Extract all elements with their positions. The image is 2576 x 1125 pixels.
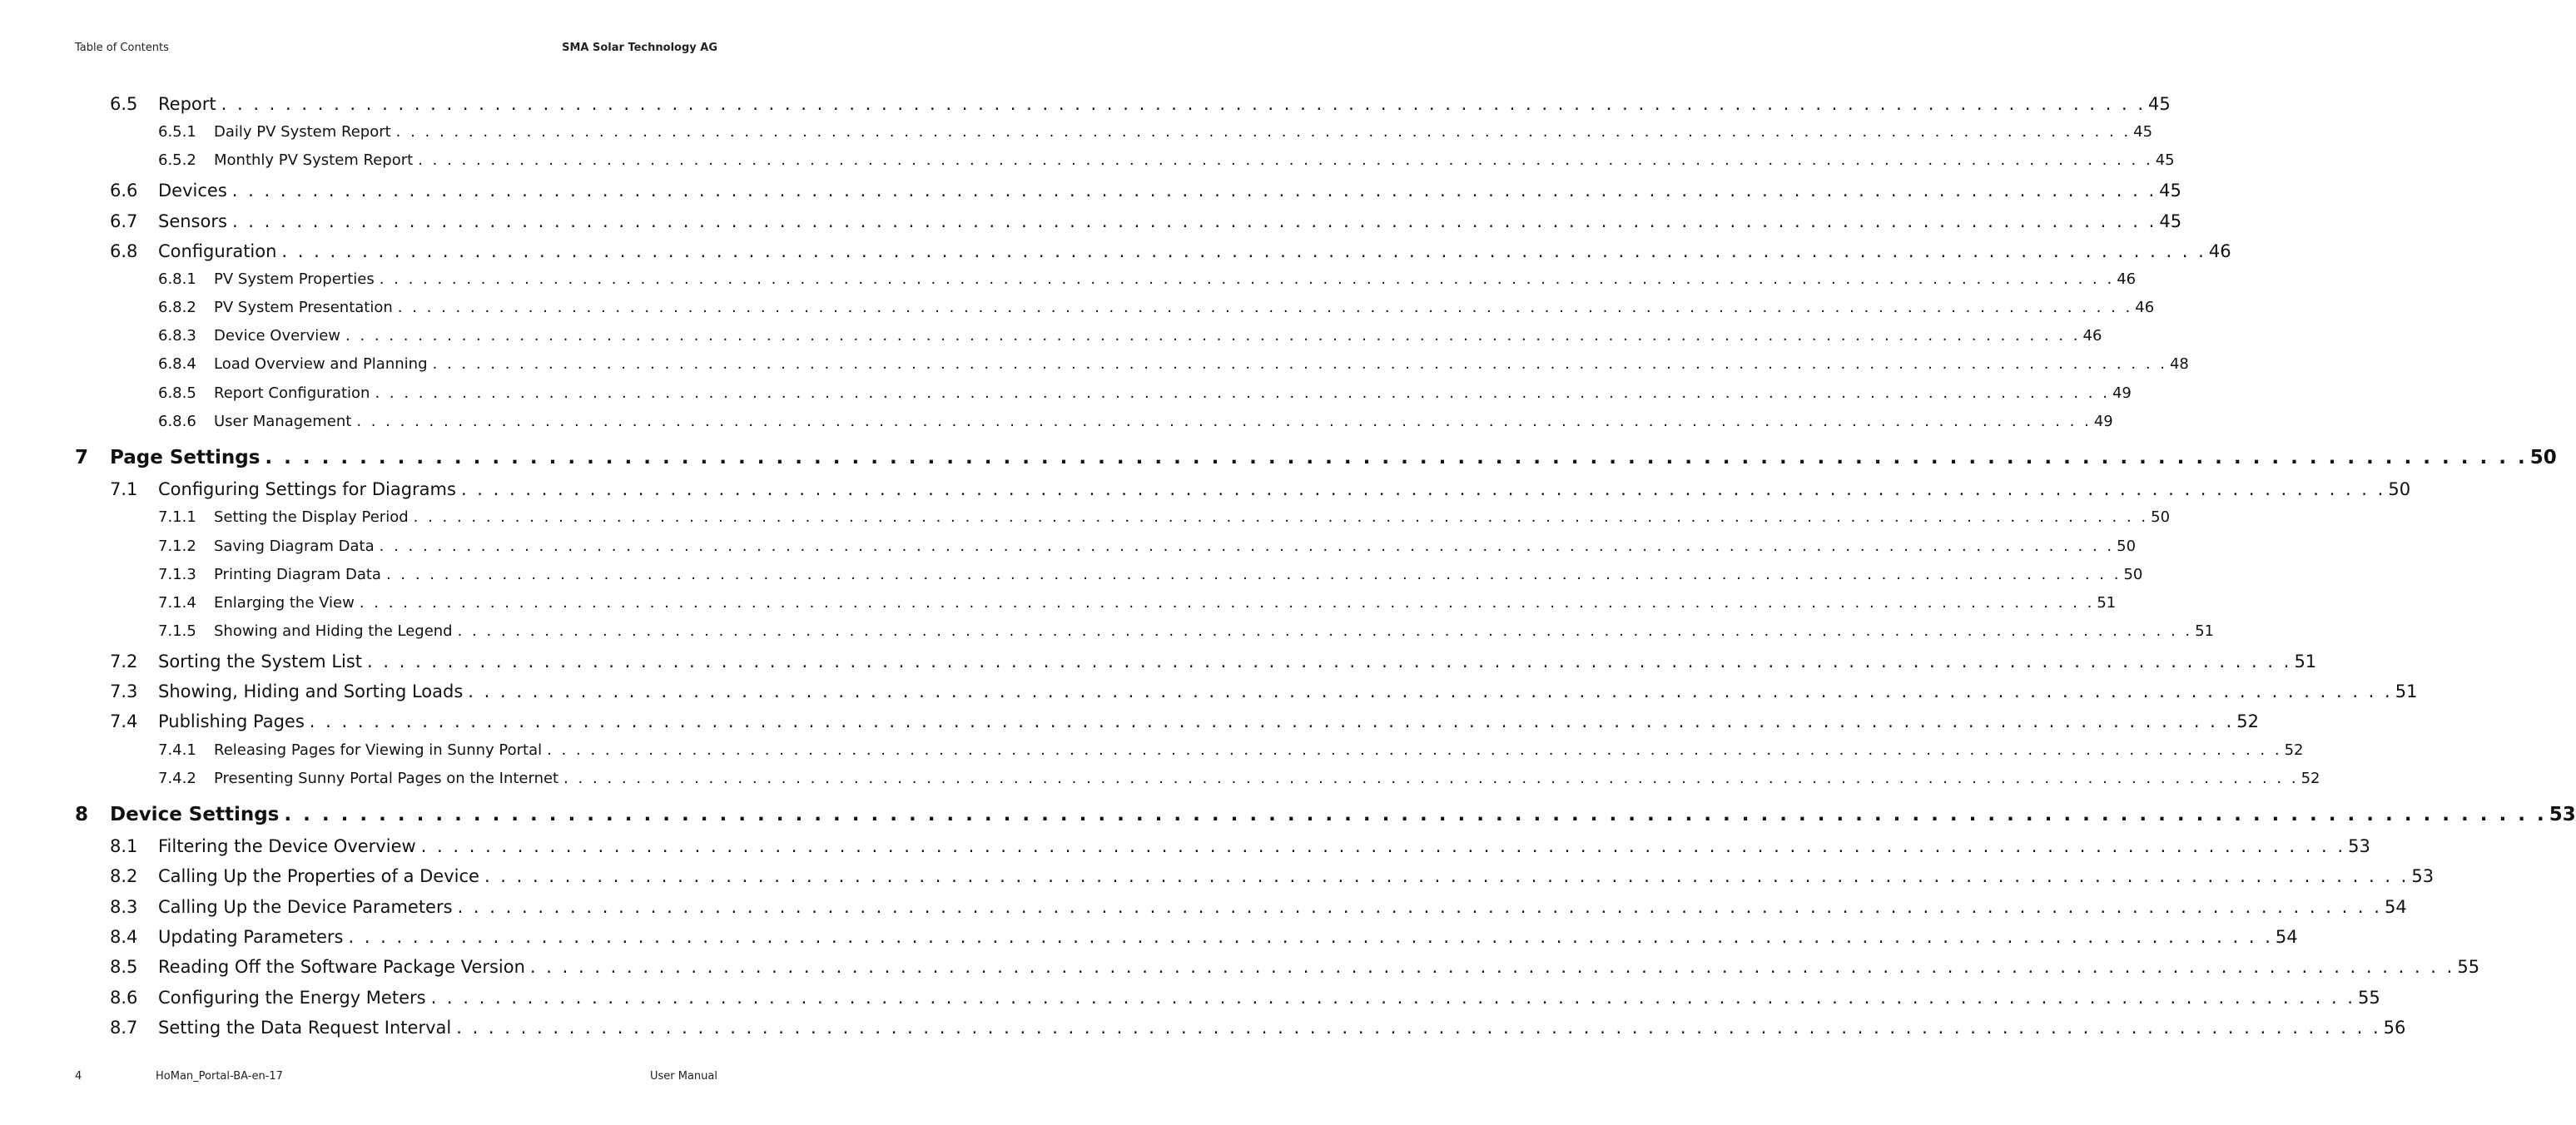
toc-entry[interactable] [110,479,2411,499]
toc-entry-page: 51 [2097,594,2117,612]
toc-entry-number: 7.3 [110,681,138,701]
toc-entry[interactable] [110,866,2435,886]
toc-entry[interactable] [110,652,2317,672]
toc-entry[interactable] [110,241,2231,261]
toc-leader-dots: . . . . . . . . . . . . . . . . . . . . . . . . . . . . . . . . . . . . . . . . . . . . . . . . . . . . . . . . . . . . . . . . . . . . . . . . . . . . . . . . . . . . . . . . . . . . . . . . . . . . . . . . . . . . . . . . . . . . . . . . [379,270,2115,288]
toc-entry-number: 7 [75,447,89,468]
toc-entry[interactable] [158,299,2155,316]
toc-leader-dots: . . . . . . . . . . . . . . . . . . . . . . . . . . . . . . . . . . . . . . . . . . . . . . . . . . . . . . . . . . . . . . . . . . . . . . . . . . . . . . . . . . . . . . . . . . . . . . . . . . . . . . . . . . . . . . . . . . . . . . . . [413,508,2149,526]
toc-entry[interactable] [110,711,2259,731]
toc-entry-number: 8.3 [110,897,138,917]
toc-entry[interactable] [158,413,2113,430]
toc-entry-number: 8.5 [110,957,138,977]
toc-leader-dots: . . . . . . . . . . . . . . . . . . . . . . . . . . . . . . . . . . . . . . . . . . . . . . . . . . . . . . . . . . . . . . . . . . . . . . . . . . . . . . . . . . . . . . . . . . . . . . . . . . . . . . . . . . . . . . . . . . . . . . . . [359,594,2095,612]
toc-entry-number: 8.4 [110,927,138,947]
toc-entry[interactable] [110,897,2407,917]
toc-entry[interactable] [110,957,2480,977]
footer-document-id: HoMan_Portal-BA-en-17 [156,1070,283,1083]
toc-entry-title: Publishing Pages [158,711,305,731]
toc-entry-number: 6.5.2 [158,151,196,169]
toc-entry-number: 6.8.3 [158,327,196,344]
toc-entry-title: Reading Off the Software Package Version [158,957,525,977]
toc-entry-title: Devices [158,181,227,201]
toc-entry-title: Sorting the System List [158,652,363,672]
toc-leader-dots: . . . . . . . . . . . . . . . . . . . . . . . . . . . . . . . . . . . . . . . . . . . . . . . . . . . . . . . . . . . . . . . . . . . . . . . . . . . . . . . . . . . . . . . . . . . . . . . . . . . . . . . . . . . . . . . . . . . . . . . . [221,94,2147,114]
toc-entry[interactable] [158,770,2320,787]
toc-entry-title: Sensors [158,211,227,231]
toc-entry-title: Printing Diagram Data [214,566,381,583]
toc-leader-dots: . . . . . . . . . . . . . . . . . . . . . . . . . . . . . . . . . . . . . . . . . . . . . . . . . . . . . . . . . . . . . . . . . . . . . . . . . . . . . . . . . . . . . . . . . . . . . . . . . . . . . . . . . . . . . . . . . . . . . . . . [345,327,2081,344]
toc-entry-title: Load Overview and Planning [214,355,428,373]
toc-leader-dots: . . . . . . . . . . . . . . . . . . . . . . . . . . . . . . . . . . . . . . . . . . . . . . . . . . . . . . . . . . . . . . . . . . . . . . . . . . . . . . . . . . . . . . . . . . . . . . . . . . . . . . . . . . . . . . . . . . . . . . . . [418,151,2153,169]
toc-entry-title: Calling Up the Device Parameters [158,897,453,917]
toc-entry[interactable] [158,355,2189,373]
toc-entry-page: 46 [2117,270,2137,288]
header-section-label: Table of Contents [75,42,169,54]
toc-entry-title: Configuration [158,241,277,261]
toc-entry-number: 6.8.4 [158,355,196,373]
toc-entry-page: 52 [2301,770,2320,787]
toc-entry[interactable] [158,327,2102,344]
toc-leader-dots: . . . . . . . . . . . . . . . . . . . . . . . . . . . . . . . . . . . . . . . . . . . . . . . . . . . . . . . . . . . . . . . . . . . . . . . . . . . . . . . . . . . . . . . . . . . . . . . . . . . . . . . . . . . . . . . . . . . . . . . . [547,741,2282,759]
toc-entry-number: 6.8.1 [158,270,196,288]
toc-entry-number: 6.8.6 [158,413,196,430]
toc-leader-dots: . . . . . . . . . . . . . . . . . . . . . . . . . . . . . . . . . . . . . . . . . . . . . . . . . . . . . . . . . . . . . . . . . . . . . . . . . . . . . . . . . . . . . . . . . . . . . . . . . . . . . . . . . . . . . . . . . . . . . . . . [356,413,2092,430]
toc-entry[interactable] [158,538,2137,555]
toc-entry[interactable] [158,741,2304,759]
toc-entry-title: Configuring the Energy Meters [158,988,426,1008]
toc-entry-title: Updating Parameters [158,927,344,947]
toc-leader-dots: . . . . . . . . . . . . . . . . . . . . . . . . . . . . . . . . . . . . . . . . . . . . . . . . . . . . . . . . . . . . . . . . . . . . . . . . . . . . . . . . . . . . . . . . . . . . . . . . . . . . . . . . . . . . . . . . . . . . . . . . [457,622,2193,640]
toc-entry-page: 53 [2411,866,2435,886]
toc-entry-number: 6.6 [110,181,138,201]
toc-entry[interactable] [75,804,2576,825]
toc-entry-title: Presenting Sunny Portal Pages on the Internet [214,770,559,787]
toc-leader-dots: . . . . . . . . . . . . . . . . . . . . . . . . . . . . . . . . . . . . . . . . . . . . . . . . . . . . . . . . . . . . . . . . . . . . . . . . . . . . . . . . . . . . . . . . . . . . . . . . . . . . . . . . . . . . . . . . . . . . . . . . [309,711,2235,731]
toc-leader-dots: . . . . . . . . . . . . . . . . . . . . . . . . . . . . . . . . . . . . . . . . . . . . . . . . . . . . . . . . . . . . . . . . . . . . . . . . . . . . . . . . . . . . . . . . . . . . . . . . . . . . . . . . . . . . . . . . . . . . . . . . [395,123,2132,141]
toc-entry-title: Device Overview [214,327,341,344]
toc-entry-title: Daily PV System Report [214,123,391,141]
toc-entry-title: Showing and Hiding the Legend [214,622,453,640]
toc-entry-title: Setting the Display Period [214,508,409,526]
toc-entry-page: 50 [2151,508,2171,526]
toc-entry-number: 7.1.1 [158,508,196,526]
toc-entry-number: 8.6 [110,988,138,1008]
toc-entry-number: 6.5.1 [158,123,196,141]
toc-entry-page: 45 [2159,211,2182,231]
toc-leader-dots: . . . . . . . . . . . . . . . . . . . . . . . . . . . . . . . . . . . . . . . . . . . . . . . . . . . . . . . . . . . . . . . . . . . . . . . . . . . . . . . . . . . . . . . . . . . . . . . . . . . . . . . . . . . . . . . . . . . . . . . . [468,681,2393,701]
toc-entry-number: 7.1.5 [158,622,196,640]
toc-entry-number: 6.8.2 [158,299,196,316]
toc-entry-number: 7.4 [110,711,138,731]
toc-entry-title: Configuring Settings for Diagrams [158,479,456,499]
toc-entry[interactable] [75,447,2557,468]
toc-entry-number: 8.2 [110,866,138,886]
toc-entry-number: 7.1.4 [158,594,196,612]
toc-leader-dots: . . . . . . . . . . . . . . . . . . . . . . . . . . . . . . . . . . . . . . . . . . . . . . . . . . . . . . . . . . . . . . . . . . . . . . . . . . . . . . . . . . . . . . . . . . . . . . . . . . . . . . . . . . . . . . . . . . . . . . . . [385,566,2122,583]
toc-entry-page: 45 [2133,123,2153,141]
toc-leader-dots: . . . . . . . . . . . . . . . . . . . . . . . . . . . . . . . . . . . . . . . . . . . . . . . . . . . . . . . . . . . . . . . . . . . . . . . . . . . . . . . . . . . . . . . . . . . . . . . . . . . . . . . . . . . . . . . . . . . . . . . . [529,957,2455,977]
toc-entry[interactable] [110,211,2182,231]
toc-entry-number: 8 [75,804,89,825]
toc-entry-title: Releasing Pages for Viewing in Sunny Portal [214,741,543,759]
toc-entry-page: 53 [2348,836,2370,856]
toc-entry-page: 51 [2395,681,2418,701]
toc-entry[interactable] [158,151,2175,169]
toc-entry-page: 55 [2357,988,2380,1008]
toc-entry-page: 52 [2284,741,2304,759]
toc-entry-title: Report [158,94,216,114]
toc-entry[interactable] [158,270,2137,288]
toc-entry-page: 54 [2275,927,2298,947]
toc-leader-dots: . . . . . . . . . . . . . . . . . . . . . . . . . . . . . . . . . . . . . . . . . . . . . . . . . . . . . . . . . . . . . . . . . . . . . . . . . . . . . . . . . . . . . . . . . . . . . . . . . . . . . . . . . . . . . . . . . . . . . . . . [265,447,2528,468]
toc-leader-dots: . . . . . . . . . . . . . . . . . . . . . . . . . . . . . . . . . . . . . . . . . . . . . . . . . . . . . . . . . . . . . . . . . . . . . . . . . . . . . . . . . . . . . . . . . . . . . . . . . . . . . . . . . . . . . . . . . . . . . . . . [367,652,2292,672]
toc-entry-page: 54 [2384,897,2407,917]
toc-entry-number: 7.2 [110,652,138,672]
toc-entry-number: 6.8 [110,241,138,261]
toc-entry-title: Showing, Hiding and Sorting Loads [158,681,464,701]
toc-entry[interactable] [110,988,2380,1008]
toc-entry-page: 50 [2117,538,2137,555]
toc-entry-page: 46 [2135,299,2155,316]
toc-entry-title: Filtering the Device Overview [158,836,416,856]
toc-leader-dots: . . . . . . . . . . . . . . . . . . . . . . . . . . . . . . . . . . . . . . . . . . . . . . . . . . . . . . . . . . . . . . . . . . . . . . . . . . . . . . . . . . . . . . . . . . . . . . . . . . . . . . . . . . . . . . . . . . . . . . . . [563,770,2299,787]
toc-entry[interactable] [110,1018,2406,1038]
toc-entry-title: Setting the Data Request Interval [158,1018,452,1038]
toc-entry-page: 52 [2236,711,2259,731]
toc-entry[interactable] [110,836,2370,856]
toc-entry-title: Device Settings [110,804,280,825]
toc-entry-page: 50 [2123,566,2143,583]
toc-entry-page: 55 [2457,957,2480,977]
toc-entry-page: 45 [2155,151,2175,169]
toc-entry-number: 7.1.2 [158,538,196,555]
toc-entry-page: 50 [2388,479,2411,499]
toc-entry-number: 7.1.3 [158,566,196,583]
toc-leader-dots: . . . . . . . . . . . . . . . . . . . . . . . . . . . . . . . . . . . . . . . . . . . . . . . . . . . . . . . . . . . . . . . . . . . . . . . . . . . . . . . . . . . . . . . . . . . . . . . . . . . . . . . . . . . . . . . . . . . . . . . . [281,241,2206,261]
toc-leader-dots: . . . . . . . . . . . . . . . . . . . . . . . . . . . . . . . . . . . . . . . . . . . . . . . . . . . . . . . . . . . . . . . . . . . . . . . . . . . . . . . . . . . . . . . . . . . . . . . . . . . . . . . . . . . . . . . . . . . . . . . . [231,181,2157,201]
toc-entry-title: User Management [214,413,352,430]
toc-leader-dots: . . . . . . . . . . . . . . . . . . . . . . . . . . . . . . . . . . . . . . . . . . . . . . . . . . . . . . . . . . . . . . . . . . . . . . . . . . . . . . . . . . . . . . . . . . . . . . . . . . . . . . . . . . . . . . . . . . . . . . . . [231,211,2157,231]
toc-leader-dots: . . . . . . . . . . . . . . . . . . . . . . . . . . . . . . . . . . . . . . . . . . . . . . . . . . . . . . . . . . . . . . . . . . . . . . . . . . . . . . . . . . . . . . . . . . . . . . . . . . . . . . . . . . . . . . . . . . . . . . . . [484,866,2410,886]
toc-entry-page: 56 [2383,1018,2406,1038]
toc-entry-page: 51 [2195,622,2215,640]
toc-entry[interactable] [110,181,2181,201]
toc-leader-dots: . . . . . . . . . . . . . . . . . . . . . . . . . . . . . . . . . . . . . . . . . . . . . . . . . . . . . . . . . . . . . . . . . . . . . . . . . . . . . . . . . . . . . . . . . . . . . . . . . . . . . . . . . . . . . . . . . . . . . . . . [397,299,2133,316]
footer-document-type: User Manual [649,1070,717,1083]
toc-entry-number: 6.8.5 [158,384,196,402]
toc-entry-title: Page Settings [110,447,261,468]
toc-leader-dots: . . . . . . . . . . . . . . . . . . . . . . . . . . . . . . . . . . . . . . . . . . . . . . . . . . . . . . . . . . . . . . . . . . . . . . . . . . . . . . . . . . . . . . . . . . . . . . . . . . . . . . . . . . . . . . . . . . . . . . . . [348,927,2273,947]
toc-leader-dots: . . . . . . . . . . . . . . . . . . . . . . . . . . . . . . . . . . . . . . . . . . . . . . . . . . . . . . . . . . . . . . . . . . . . . . . . . . . . . . . . . . . . . . . . . . . . . . . . . . . . . . . . . . . . . . . . . . . . . . . . [460,479,2386,499]
toc-entry[interactable] [110,681,2418,701]
toc-entry-number: 6.7 [110,211,138,231]
toc-leader-dots: . . . . . . . . . . . . . . . . . . . . . . . . . . . . . . . . . . . . . . . . . . . . . . . . . . . . . . . . . . . . . . . . . . . . . . . . . . . . . . . . . . . . . . . . . . . . . . . . . . . . . . . . . . . . . . . . . . . . . . . . [375,384,2110,402]
toc-entry-title: PV System Properties [214,270,375,288]
toc-entry-title: PV System Presentation [214,299,393,316]
toc-entry-title: Report Configuration [214,384,370,402]
toc-entry-page: 46 [2082,327,2102,344]
toc-leader-dots: . . . . . . . . . . . . . . . . . . . . . . . . . . . . . . . . . . . . . . . . . . . . . . . . . . . . . . . . . . . . . . . . . . . . . . . . . . . . . . . . . . . . . . . . . . . . . . . . . . . . . . . . . . . . . . . . . . . . . . . . [420,836,2346,856]
toc-entry-title: Calling Up the Properties of a Device [158,866,479,886]
toc-entry-title: Saving Diagram Data [214,538,375,555]
toc-entry-page: 45 [2148,94,2171,114]
toc-entry[interactable] [158,384,2132,402]
toc-entry-number: 7.4.1 [158,741,196,759]
toc-entry[interactable] [158,508,2171,526]
toc-leader-dots: . . . . . . . . . . . . . . . . . . . . . . . . . . . . . . . . . . . . . . . . . . . . . . . . . . . . . . . . . . . . . . . . . . . . . . . . . . . . . . . . . . . . . . . . . . . . . . . . . . . . . . . . . . . . . . . . . . . . . . . . [379,538,2115,555]
footer-page-number: 4 [75,1070,82,1083]
toc-entry-number: 7.1 [110,479,138,499]
toc-entry[interactable] [158,594,2117,612]
toc-leader-dots: . . . . . . . . . . . . . . . . . . . . . . . . . . . . . . . . . . . . . . . . . . . . . . . . . . . . . . . . . . . . . . . . . . . . . . . . . . . . . . . . . . . . . . . . . . . . . . . . . . . . . . . . . . . . . . . . . . . . . . . . [430,988,2355,1008]
toc-entry-page: 49 [2112,384,2132,402]
toc-entry[interactable] [158,123,2153,141]
toc-entry-page: 48 [2169,355,2189,373]
toc-entry-title: Enlarging the View [214,594,355,612]
header-company-name: SMA Solar Technology AG [562,42,717,54]
toc-leader-dots: . . . . . . . . . . . . . . . . . . . . . . . . . . . . . . . . . . . . . . . . . . . . . . . . . . . . . . . . . . . . . . . . . . . . . . . . . . . . . . . . . . . . . . . . . . . . . . . . . . . . . . . . . . . . . . . . . . . . . . . . [284,804,2547,825]
toc-leader-dots: . . . . . . . . . . . . . . . . . . . . . . . . . . . . . . . . . . . . . . . . . . . . . . . . . . . . . . . . . . . . . . . . . . . . . . . . . . . . . . . . . . . . . . . . . . . . . . . . . . . . . . . . . . . . . . . . . . . . . . . . [456,1018,2381,1038]
toc-entry-title: Monthly PV System Report [214,151,414,169]
toc-entry-page: 49 [2093,413,2113,430]
toc-entry-page: 50 [2529,447,2557,468]
toc-entry-page: 53 [2549,804,2576,825]
toc-entry-page: 46 [2208,241,2231,261]
toc-entry-number: 8.1 [110,836,138,856]
toc-entry[interactable] [110,927,2298,947]
toc-entry-number: 7.4.2 [158,770,196,787]
toc-entry-number: 6.5 [110,94,138,114]
toc-entry-page: 45 [2159,181,2181,201]
toc-entry[interactable] [158,622,2215,640]
toc-entry-page: 51 [2294,652,2317,672]
toc-entry[interactable] [158,566,2143,583]
toc-entry-number: 8.7 [110,1018,138,1038]
toc-entry[interactable] [110,94,2171,114]
toc-leader-dots: . . . . . . . . . . . . . . . . . . . . . . . . . . . . . . . . . . . . . . . . . . . . . . . . . . . . . . . . . . . . . . . . . . . . . . . . . . . . . . . . . . . . . . . . . . . . . . . . . . . . . . . . . . . . . . . . . . . . . . . . [457,897,2382,917]
toc-leader-dots: . . . . . . . . . . . . . . . . . . . . . . . . . . . . . . . . . . . . . . . . . . . . . . . . . . . . . . . . . . . . . . . . . . . . . . . . . . . . . . . . . . . . . . . . . . . . . . . . . . . . . . . . . . . . . . . . . . . . . . . . [432,355,2167,373]
